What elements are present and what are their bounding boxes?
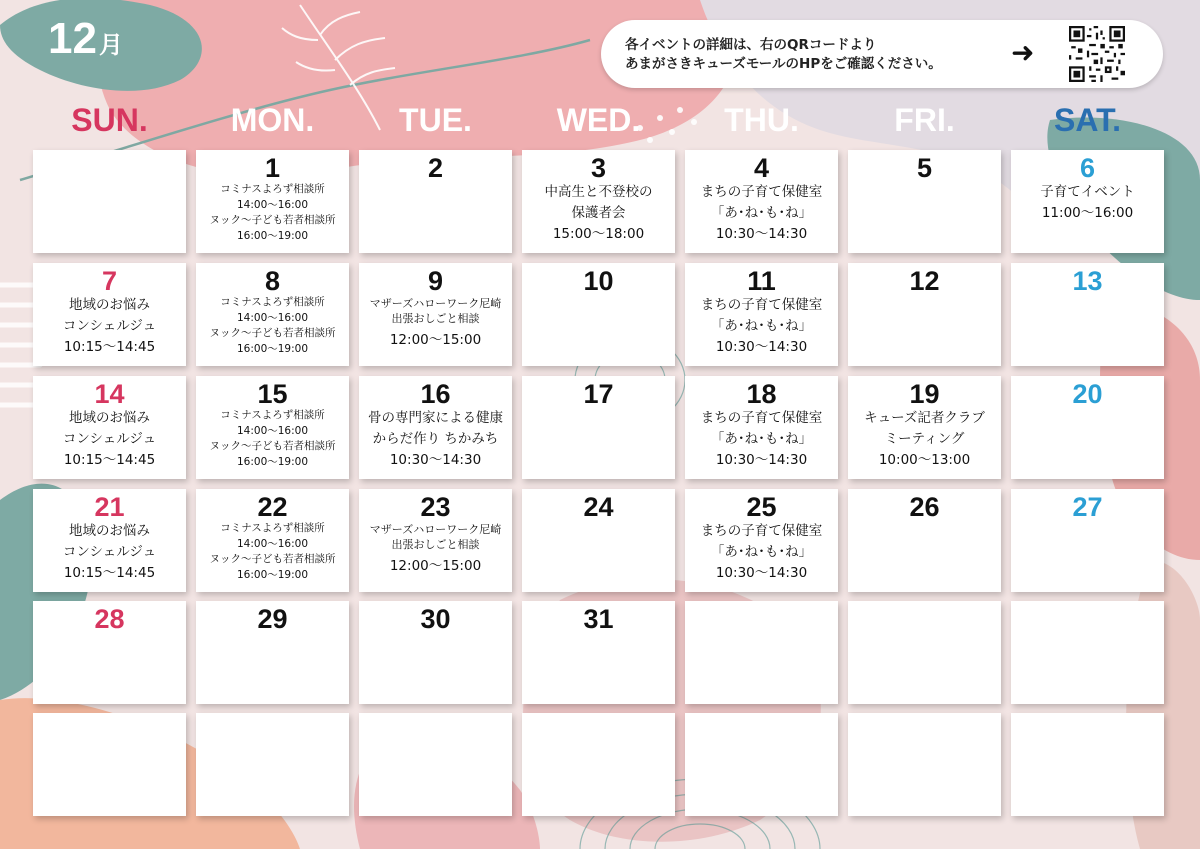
event-text: 10:30〜14:30 (715, 565, 808, 581)
event-text: 「あ･ね･も･ね」 (710, 431, 813, 447)
event-text: 地域のお悩み (69, 297, 150, 313)
day-cell (359, 713, 512, 816)
event-text: マザーズハローワーク尼崎 (369, 523, 502, 536)
event-text: ヌック〜子ども若者相談所 (209, 214, 336, 226)
event-text: 16:00〜19:00 (236, 229, 309, 242)
day-number: 3 (590, 153, 607, 183)
day-cell (685, 601, 838, 704)
day-number: 16 (420, 379, 451, 409)
event-text: コミナスよろず相談所 (220, 183, 325, 195)
day-cell (848, 263, 1001, 366)
event-text: 16:00〜19:00 (236, 342, 309, 355)
month-number: 12 (48, 14, 97, 63)
day-number: 18 (746, 379, 777, 409)
day-cell (685, 150, 838, 253)
event-text: 保護者会 (571, 205, 626, 221)
event-text: 16:00〜19:00 (236, 455, 309, 468)
day-number: 8 (264, 266, 281, 296)
day-cell (196, 601, 349, 704)
event-text: ヌック〜子ども若者相談所 (209, 440, 336, 452)
day-cell (522, 601, 675, 704)
qr-code-icon[interactable] (1069, 26, 1125, 82)
day-number: 28 (94, 604, 125, 634)
day-number: 24 (583, 492, 614, 522)
event-text: ヌック〜子ども若者相談所 (209, 553, 336, 565)
day-cell (848, 376, 1001, 479)
notice-text (625, 36, 942, 74)
event-text: 12:00〜15:00 (389, 558, 482, 574)
day-cell (33, 489, 186, 592)
day-cell (685, 713, 838, 816)
event-text: 出張おしごと相談 (391, 538, 480, 551)
event-text: 14:00〜16:00 (236, 537, 309, 550)
month-title (48, 14, 123, 66)
event-text: 16:00〜19:00 (236, 568, 309, 581)
day-cell (685, 376, 838, 479)
day-cell (522, 376, 675, 479)
day-number: 6 (1079, 153, 1096, 183)
event-text: 子育てイベント (1040, 184, 1135, 200)
day-cell (848, 713, 1001, 816)
event-text: 10:30〜14:30 (389, 452, 482, 468)
day-cell (522, 713, 675, 816)
weekday-label: MON. (230, 102, 315, 138)
event-text: 11:00〜16:00 (1041, 205, 1134, 221)
day-cell (359, 601, 512, 704)
day-number: 22 (257, 492, 288, 522)
event-text: 地域のお悩み (69, 523, 150, 539)
day-cell (522, 489, 675, 592)
event-text: ミーティング (884, 431, 965, 447)
event-text: 出張おしごと相談 (391, 312, 480, 325)
event-text: 「あ･ね･も･ね」 (710, 544, 813, 560)
day-cell (685, 263, 838, 366)
day-cell (848, 150, 1001, 253)
weekday-label: THU. (724, 102, 799, 138)
event-text: 10:15〜14:45 (63, 565, 156, 581)
day-number: 15 (257, 379, 288, 409)
day-cell (196, 263, 349, 366)
event-text: 14:00〜16:00 (236, 198, 309, 211)
event-text: コミナスよろず相談所 (220, 522, 325, 534)
weekday-label: SUN. (71, 102, 148, 138)
day-cell (196, 376, 349, 479)
notice-line-1: 各イベントの詳細は、右のQRコードより (625, 37, 877, 53)
event-text: 10:15〜14:45 (63, 452, 156, 468)
day-cell (33, 150, 186, 253)
event-text: まちの子育て保健室 (700, 410, 823, 426)
event-text: 中高生と不登校の (544, 184, 653, 200)
day-cell (848, 489, 1001, 592)
event-text: 14:00〜16:00 (236, 424, 309, 437)
day-cell (1011, 489, 1164, 592)
event-text: 15:00〜18:00 (552, 226, 645, 242)
event-text: 10:30〜14:30 (715, 339, 808, 355)
day-number: 20 (1072, 379, 1103, 409)
event-text: 地域のお悩み (69, 410, 150, 426)
event-text: コミナスよろず相談所 (220, 409, 325, 421)
event-text: まちの子育て保健室 (700, 297, 823, 313)
event-text: 12:00〜15:00 (389, 332, 482, 348)
event-text: まちの子育て保健室 (700, 184, 823, 200)
day-cell (33, 713, 186, 816)
event-text: 14:00〜16:00 (236, 311, 309, 324)
day-cell (196, 489, 349, 592)
day-number: 7 (101, 266, 118, 296)
weekday-label: TUE. (399, 102, 472, 138)
day-number: 14 (94, 379, 125, 409)
day-number: 29 (257, 604, 288, 634)
day-number: 25 (746, 492, 777, 522)
day-number: 27 (1072, 492, 1103, 522)
event-text: コンシェルジュ (62, 431, 157, 447)
day-number: 9 (427, 266, 444, 296)
day-number: 5 (916, 153, 933, 183)
day-number: 12 (909, 266, 940, 296)
day-cell (359, 376, 512, 479)
event-text: コミナスよろず相談所 (220, 296, 325, 308)
event-text: 10:00〜13:00 (878, 452, 971, 468)
weekday-label: SAT. (1054, 102, 1121, 138)
day-number: 13 (1072, 266, 1103, 296)
day-number: 2 (427, 153, 444, 183)
day-number: 4 (753, 153, 770, 183)
day-cell (848, 601, 1001, 704)
day-cell (1011, 713, 1164, 816)
day-cell (1011, 263, 1164, 366)
day-cell (685, 489, 838, 592)
day-number: 21 (94, 492, 125, 522)
day-cell (1011, 601, 1164, 704)
arrow-right-icon: ➜ (1011, 36, 1035, 69)
month-suffix: 月 (98, 31, 123, 59)
event-text: マザーズハローワーク尼崎 (369, 297, 502, 310)
weekday-label: WED. (556, 102, 641, 138)
day-cell (33, 263, 186, 366)
day-number: 10 (583, 266, 614, 296)
event-text: 骨の専門家による健康 (368, 410, 503, 426)
event-text: からだ作り ちかみち (372, 431, 499, 447)
day-number: 19 (909, 379, 940, 409)
day-number: 17 (583, 379, 614, 409)
event-text: 「あ･ね･も･ね」 (710, 205, 813, 221)
event-text: まちの子育て保健室 (700, 523, 823, 539)
day-cell (196, 150, 349, 253)
event-text: キューズ記者クラブ (864, 410, 985, 426)
weekday-label: FRI. (894, 102, 955, 138)
day-number: 1 (264, 153, 281, 183)
day-number: 23 (420, 492, 451, 522)
day-number: 30 (420, 604, 451, 634)
day-cell (522, 263, 675, 366)
event-text: ヌック〜子ども若者相談所 (209, 327, 336, 339)
day-cell (359, 263, 512, 366)
day-cell (359, 150, 512, 253)
day-cell (1011, 376, 1164, 479)
event-text: 10:30〜14:30 (715, 452, 808, 468)
day-number: 31 (583, 604, 614, 634)
day-cell (196, 713, 349, 816)
day-cell (359, 489, 512, 592)
day-cell (33, 601, 186, 704)
event-text: コンシェルジュ (62, 544, 157, 560)
notice-banner (601, 20, 1163, 88)
day-cell (522, 150, 675, 253)
event-text: 10:15〜14:45 (63, 339, 156, 355)
day-number: 26 (909, 492, 940, 522)
notice-line-2: あまがさきキューズモールのHPをご確認ください。 (625, 56, 942, 72)
day-number: 11 (747, 266, 776, 296)
day-cell (33, 376, 186, 479)
event-text: コンシェルジュ (62, 318, 157, 334)
day-cell (1011, 150, 1164, 253)
event-text: 「あ･ね･も･ね」 (710, 318, 813, 334)
event-text: 10:30〜14:30 (715, 226, 808, 242)
